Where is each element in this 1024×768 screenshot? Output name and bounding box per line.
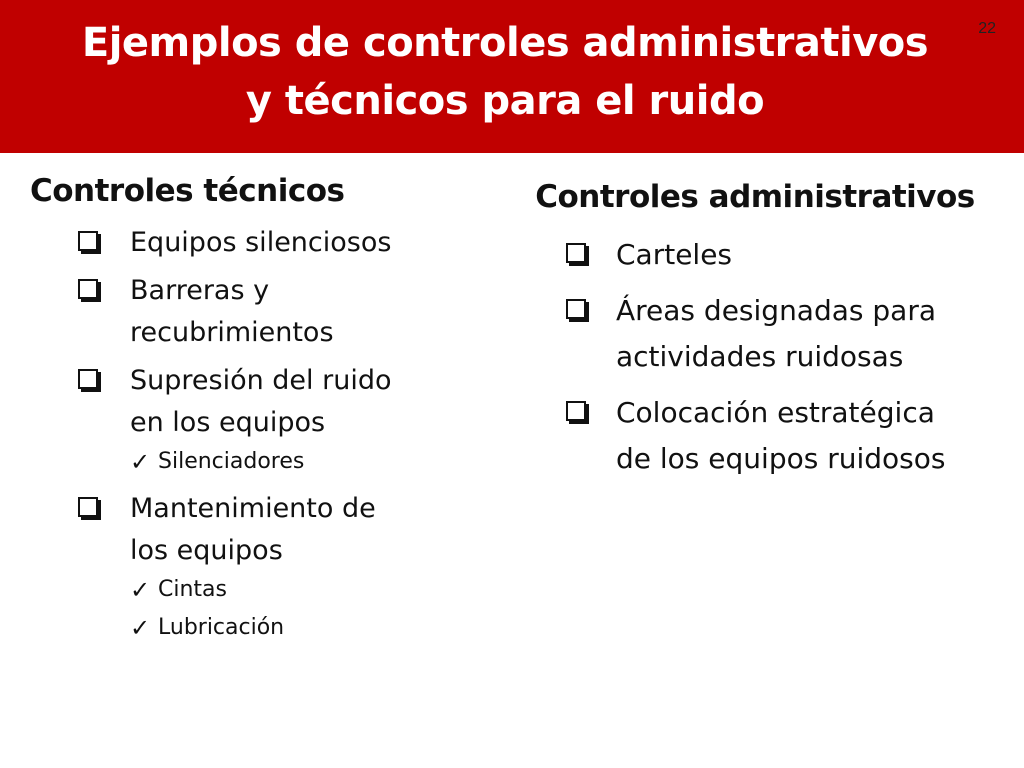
list-item-line: Colocación estratégica [616, 396, 935, 429]
list-item-line: de los equipos ruidosos [616, 442, 946, 475]
list-item [30, 488, 470, 572]
checkbox-icon [78, 497, 98, 517]
sub-list-item [30, 574, 470, 606]
checkbox-icon [78, 279, 98, 299]
sub-list-item [30, 446, 470, 478]
technical-controls-column [30, 170, 470, 654]
list-item [30, 222, 470, 264]
sub-list-item [30, 612, 470, 644]
sub-list-item-text: Silenciadores [158, 449, 305, 474]
slide-title-line2: y técnicos para el ruido [245, 78, 765, 124]
sub-list-item-text: Lubricación [158, 615, 285, 640]
checkmark-icon: ✓ [130, 614, 151, 642]
list-item [30, 270, 470, 354]
checkmark-icon: ✓ [130, 448, 151, 476]
checkbox-icon [566, 243, 586, 263]
list-item [510, 390, 1010, 482]
list-item-line: actividades ruidosas [616, 340, 904, 373]
list-item-text: Equipos silenciosos [130, 227, 392, 258]
list-item [30, 360, 470, 444]
title-bar [0, 0, 1024, 153]
technical-controls-heading: Controles técnicos [30, 173, 345, 209]
list-item-line: recubrimientos [130, 317, 334, 348]
checkmark-icon: ✓ [130, 576, 151, 604]
list-item-line: Barreras y [130, 275, 270, 306]
list-item-line: Supresión del ruido [130, 365, 392, 396]
checkbox-icon [566, 401, 586, 421]
list-item-text: Carteles [616, 238, 733, 271]
list-item [510, 232, 1010, 278]
list-item-line: Mantenimiento de [130, 493, 376, 524]
checkbox-icon [566, 299, 586, 319]
checkbox-icon [78, 231, 98, 251]
slide-title-line1: Ejemplos de controles administrativos [81, 20, 929, 66]
administrative-controls-column [510, 176, 1010, 492]
page-number: 22 [978, 20, 996, 37]
list-item-line: Áreas designadas para [616, 294, 936, 327]
sub-list-item-text: Cintas [158, 577, 227, 602]
list-item-line: en los equipos [130, 407, 326, 438]
list-item-line: los equipos [130, 535, 283, 566]
administrative-controls-heading: Controles administrativos [535, 179, 975, 215]
slide-title [40, 14, 970, 130]
checkbox-icon [78, 369, 98, 389]
list-item [510, 288, 1010, 380]
